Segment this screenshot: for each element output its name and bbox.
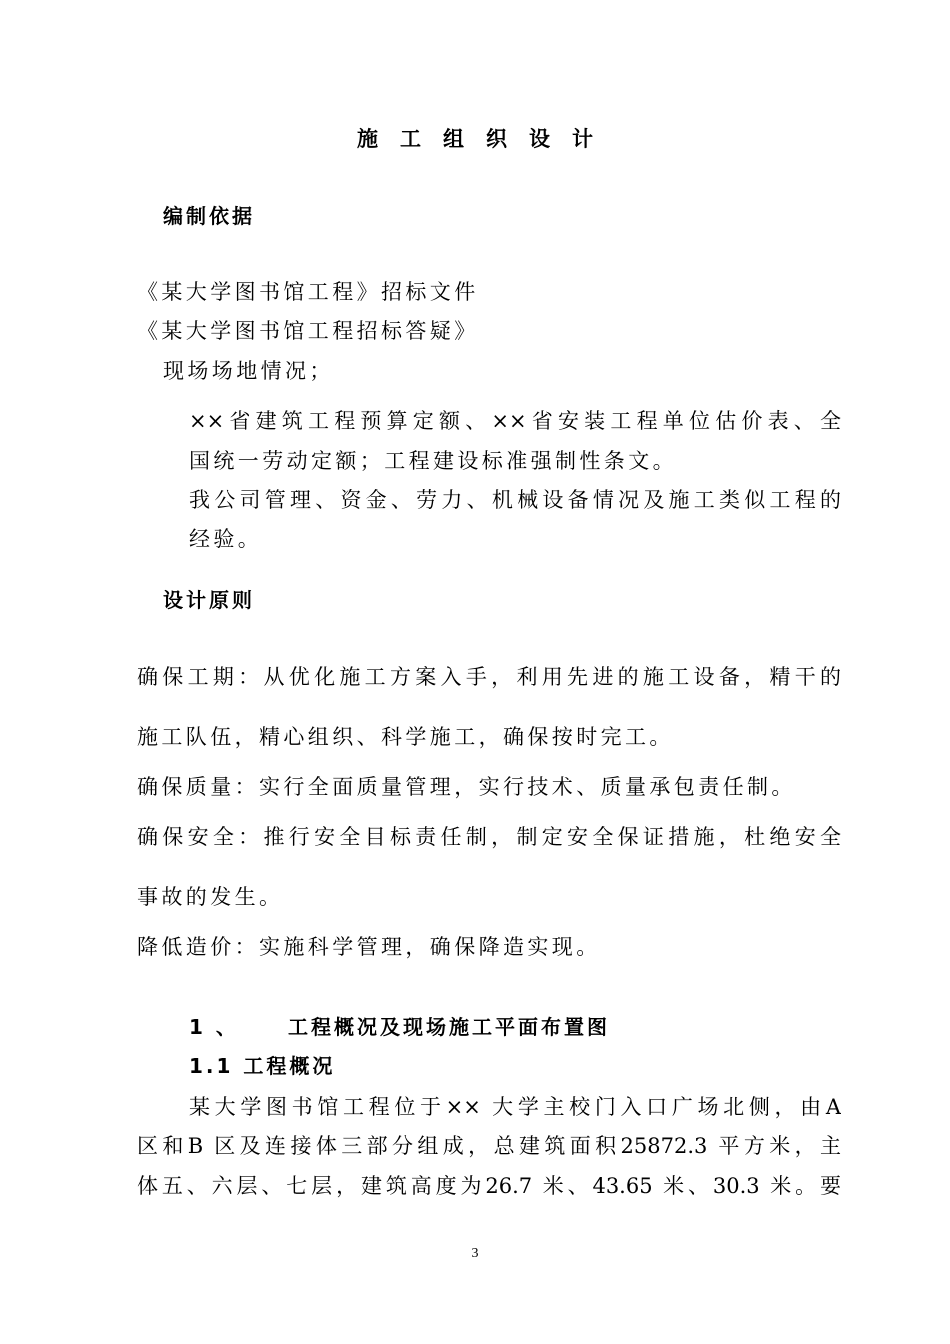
section-number-overview: 1 、 <box>189 1015 239 1039</box>
overview-line-2: 区和B 区及连接体三部分组成，总建筑面积25872.3 平方米，主 <box>137 1134 841 1158</box>
principles-line-2: 施工队伍，精心组织、科学施工，确保按时完工。 <box>137 725 674 749</box>
section-heading-principles: 设计原则 <box>163 588 255 612</box>
basis-line-6: 我公司管理、资金、劳力、机械设备情况及施工类似工程的 <box>189 488 841 512</box>
section-heading-overview: 工程概况及现场施工平面布置图 <box>288 1015 610 1039</box>
sub-heading-overview: 1.1 工程概况 <box>189 1054 336 1078</box>
basis-line-2: 《某大学图书馆工程招标答疑》 <box>137 319 479 343</box>
basis-line-4: ××省建筑工程预算定额、××省安装工程单位估价表、全 <box>189 409 841 433</box>
overview-line-1: 某大学图书馆工程位于×× 大学主校门入口广场北侧，由A <box>189 1095 841 1119</box>
basis-line-1: 《某大学图书馆工程》招标文件 <box>137 280 479 304</box>
principles-line-4: 确保安全：推行安全目标责任制，制定安全保证措施，杜绝安全 <box>137 825 841 849</box>
document-title: 施工组织设计 <box>357 127 615 151</box>
overview-line-3: 体五、六层、七层，建筑高度为26.7 米、43.65 米、30.3 米。要 <box>137 1174 841 1198</box>
principles-line-5: 事故的发生。 <box>137 885 284 909</box>
principles-line-6: 降低造价：实施科学管理，确保降造实现。 <box>137 935 601 959</box>
section-heading-basis: 编制依据 <box>163 204 255 228</box>
page-number: 3 <box>471 1246 479 1261</box>
principles-line-1: 确保工期：从优化施工方案入手，利用先进的施工设备，精干的 <box>137 665 841 689</box>
basis-line-3: 现场场地情况； <box>163 359 334 383</box>
basis-line-7: 经验。 <box>189 527 263 551</box>
basis-line-5: 国统一劳动定额；工程建设标准强制性条文。 <box>189 449 677 473</box>
principles-line-3: 确保质量：实行全面质量管理，实行技术、质量承包责任制。 <box>137 775 796 799</box>
